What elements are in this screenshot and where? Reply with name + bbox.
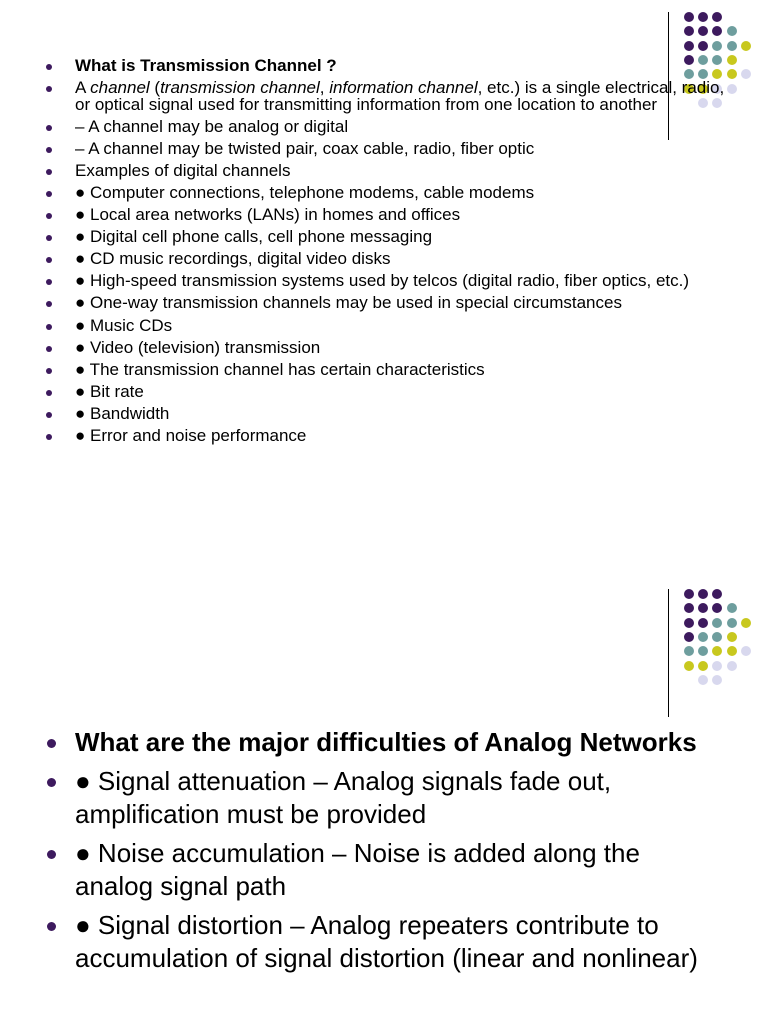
list-item-text: ● One-way transmission channels may be used in special circumstances bbox=[75, 293, 622, 313]
bullet-dot-icon bbox=[47, 850, 56, 859]
list-item bbox=[75, 765, 715, 831]
list-item bbox=[75, 251, 725, 268]
decorative-dot-icon bbox=[712, 41, 722, 51]
list-item-text: ● Signal attenuation – Analog signals fade out, amplification must be provided bbox=[75, 766, 612, 829]
decorative-dot-icon bbox=[712, 675, 722, 685]
decorative-dot-icon bbox=[712, 26, 722, 36]
decorative-dot-icon bbox=[684, 618, 694, 628]
bullet-dot-icon bbox=[46, 279, 52, 285]
list-item-text: ● Bandwidth bbox=[75, 403, 170, 423]
text-run: , etc.) is a single electrical, radio, or optical signal used for transmitting information from one location to another bbox=[75, 78, 725, 114]
decorative-dot-icon bbox=[727, 603, 737, 613]
bullet-dot-icon bbox=[46, 235, 52, 241]
list-item-text: ● Error and noise performance bbox=[75, 426, 307, 445]
decorative-dot-icon bbox=[684, 632, 694, 642]
decorative-dot-icon bbox=[727, 55, 737, 65]
bullet-dot-icon bbox=[46, 434, 52, 440]
list-item-text: ● Signal distortion – Analog repeaters contribute to accumulation of signal distortion (linear and nonlinear) bbox=[75, 910, 698, 973]
decorative-dot-icon bbox=[741, 69, 751, 79]
decorative-dot-icon bbox=[684, 26, 694, 36]
bullet-dot-icon bbox=[46, 64, 52, 70]
list-item-text: ● Computer connections, telephone modems, cable modems bbox=[75, 182, 535, 202]
list-item bbox=[75, 138, 725, 158]
list-item-text: – A channel may be analog or digital bbox=[75, 116, 349, 136]
decorative-dot-icon bbox=[727, 646, 737, 656]
list-item-text: ● Local area networks (LANs) in homes and offices bbox=[75, 205, 461, 225]
text-run: channel bbox=[90, 78, 150, 98]
decorative-dot-icon bbox=[741, 41, 751, 51]
list-item bbox=[75, 58, 725, 75]
decorative-dot-icon bbox=[727, 661, 737, 671]
list-item bbox=[75, 80, 725, 113]
decorative-dot-icon bbox=[741, 618, 751, 628]
decorative-dot-icon bbox=[684, 41, 694, 51]
list-item bbox=[75, 381, 725, 401]
text-run: information channel bbox=[329, 78, 478, 98]
decorative-dot-icon bbox=[698, 589, 708, 599]
list-item bbox=[75, 273, 725, 290]
list-item-text: ● CD music recordings, digital video disks bbox=[75, 249, 391, 269]
list-item-text: ● The transmission channel has certain characteristics bbox=[75, 359, 485, 379]
decorative-dot-icon bbox=[712, 12, 722, 22]
bullet-dot-icon bbox=[46, 324, 52, 330]
text-run: , bbox=[319, 78, 330, 98]
slide-1 bbox=[0, 0, 768, 500]
decorative-dot-icon bbox=[684, 661, 694, 671]
bullet-dot-icon bbox=[46, 169, 52, 175]
list-item bbox=[75, 909, 715, 975]
bullet-dot-icon bbox=[46, 191, 52, 197]
list-item-text: – A channel may be twisted pair, coax cable, radio, fiber optic bbox=[75, 138, 535, 158]
bullet-dot-icon bbox=[47, 778, 56, 787]
decorative-dot-icon bbox=[727, 84, 737, 94]
decorative-dot-icon bbox=[712, 632, 722, 642]
decorative-dot-icon bbox=[698, 603, 708, 613]
decorative-dot-icon bbox=[684, 603, 694, 613]
decorative-dot-icon bbox=[712, 618, 722, 628]
list-item bbox=[75, 315, 725, 335]
bullet-dot-icon bbox=[47, 739, 56, 748]
decorative-dot-icon bbox=[698, 618, 708, 628]
bullet-dot-icon bbox=[46, 257, 52, 263]
list-item-text: ● Bit rate bbox=[75, 381, 144, 401]
decorative-dot-icon bbox=[698, 661, 708, 671]
list-item-text: ● Noise accumulation – Noise is added along the analog signal path bbox=[75, 838, 640, 901]
list-item-text: What are the major difficulties of Analog Networks bbox=[75, 727, 697, 757]
decorative-dot-icon bbox=[712, 603, 722, 613]
bullet-dot-icon bbox=[46, 147, 52, 153]
decorative-dot-icon bbox=[684, 12, 694, 22]
decorative-dot-icon bbox=[727, 41, 737, 51]
list-item bbox=[75, 403, 725, 423]
list-item bbox=[75, 359, 725, 379]
list-item bbox=[75, 837, 715, 903]
decorative-dot-icon bbox=[684, 589, 694, 599]
decorative-dot-icon bbox=[698, 26, 708, 36]
list-item-text: ● Music CDs bbox=[75, 315, 173, 335]
text-run: ( bbox=[149, 78, 161, 98]
text-run: A bbox=[75, 78, 91, 98]
decorative-dot-icon bbox=[712, 646, 722, 656]
bullet-dot-icon bbox=[46, 213, 52, 219]
list-item-text: ● Digital cell phone calls, cell phone messaging bbox=[75, 227, 433, 247]
decorative-dot-icon bbox=[698, 12, 708, 22]
list-item-text: ● Video (television) transmission bbox=[75, 337, 321, 357]
decorative-dot-icon bbox=[712, 661, 722, 671]
list-item bbox=[75, 726, 715, 759]
decorative-dot-icon bbox=[698, 41, 708, 51]
decorative-dot-icon bbox=[727, 69, 737, 79]
list-item-text: What is Transmission Channel ? bbox=[75, 56, 337, 75]
bullet-dot-icon bbox=[47, 922, 56, 931]
bullet-dot-icon bbox=[46, 368, 52, 374]
decorative-dot-icon bbox=[698, 675, 708, 685]
slide-2 bbox=[0, 580, 768, 1024]
list-item-text: ● High-speed transmission systems used by telcos (digital radio, fiber optics, etc.) bbox=[75, 271, 690, 291]
list-item bbox=[75, 337, 725, 357]
decorative-dot-icon bbox=[741, 646, 751, 656]
bullet-dot-icon bbox=[46, 301, 52, 307]
decorative-dot-icon bbox=[698, 646, 708, 656]
decorative-vertical-line bbox=[668, 589, 669, 717]
bullet-list bbox=[75, 726, 715, 981]
bullet-dot-icon bbox=[46, 412, 52, 418]
list-item bbox=[75, 116, 725, 136]
decorative-dot-icon bbox=[712, 589, 722, 599]
bullet-dot-icon bbox=[46, 390, 52, 396]
list-item bbox=[75, 295, 725, 312]
list-item bbox=[75, 229, 725, 246]
decorative-dot-icon bbox=[698, 632, 708, 642]
decorative-dot-icon bbox=[727, 618, 737, 628]
list-item-text bbox=[75, 78, 724, 114]
list-item bbox=[75, 207, 725, 224]
list-item bbox=[75, 428, 725, 445]
decorative-dot-icon bbox=[727, 26, 737, 36]
bullet-dot-icon bbox=[46, 86, 52, 92]
bullet-dot-icon bbox=[46, 125, 52, 131]
bullet-dot-icon bbox=[46, 346, 52, 352]
decorative-dot-icon bbox=[684, 646, 694, 656]
list-item-text: Examples of digital channels bbox=[75, 160, 291, 180]
text-run: transmission channel bbox=[160, 78, 320, 98]
list-item bbox=[75, 160, 725, 180]
bullet-list bbox=[75, 58, 725, 450]
list-item bbox=[75, 182, 725, 202]
decorative-dot-icon bbox=[727, 632, 737, 642]
